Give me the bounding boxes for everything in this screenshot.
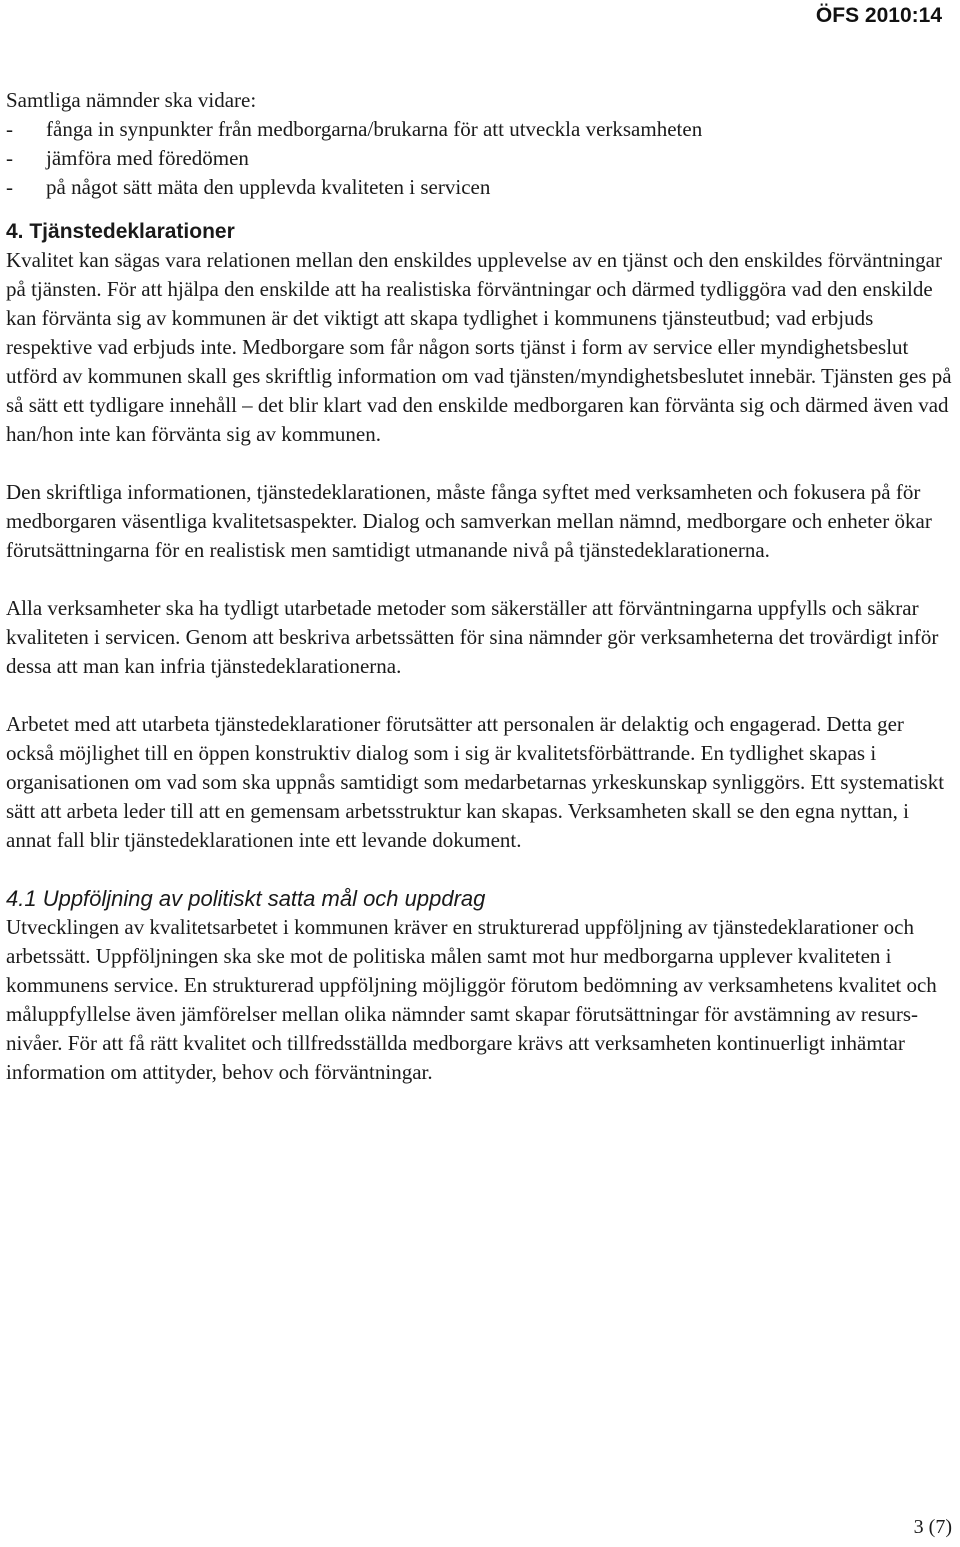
section-4-paragraph: Arbetet med att utarbeta tjänstedeklarationer förutsätter att personalen är delaktig och engagerad. Detta ger också möjlighet till en öppen konstruktiv dialog som i sig är kvalitetsförbättrande. En tydlighet skapas i organisationen om vad som ska uppnås samtidigt som medarbetarnas yrkeskunskap synliggörs. Ett systematiskt sätt att arbeta leder till att en gemensam arbetsstruktur kan skapas. Verksamheten skall se den egna nyttan, i annat fall blir tjänstedeklarationen inte ett levande dokument. [6, 712, 945, 852]
section-4-heading: 4. Tjänstedeklarationer [6, 220, 235, 243]
page-number: 3 (7) [913, 1516, 952, 1538]
list-item-text: fånga in synpunkter från medborgarna/brukarna för att utveckla verksamheten [46, 117, 703, 141]
section-4-1-heading: 4.1 Uppföljning av politiskt satta mål och uppdrag [6, 886, 486, 911]
document-body [6, 86, 956, 1087]
list-item [6, 144, 956, 173]
list-item [6, 115, 956, 144]
document-code: ÖFS 2010:14 [815, 4, 942, 27]
list-item-text: jämföra med föredömen [46, 146, 249, 170]
bullet-list [6, 115, 956, 202]
list-item-text: på något sätt mäta den upplevda kvaliteten i servicen [46, 175, 491, 199]
intro-text: Samtliga nämnder ska vidare: [6, 88, 257, 112]
section-4-paragraph: Den skriftliga informationen, tjänstedeklarationen, måste fånga syftet med verksamheten och fokusera på för medborgaren väsentliga kvalitetsaspekter. Dialog och samverkan mellan nämnd, medborgare och enheter ökar förutsättningarna för en realistisk men samtidigt utmanande nivå på tjänstedeklarationerna. [6, 480, 932, 562]
section-4-paragraph: Alla verksamheter ska ha tydligt utarbetade metoder som säkerställer att förväntningarna uppfylls och säkrar kvaliteten i servicen. Genom att beskriva arbetssätten för sina nämnder gör verksamheterna det trovärdigt inför dessa att man kan infria tjänstedeklarationerna. [6, 596, 939, 678]
section-4-1-paragraph: Utvecklingen av kvalitetsarbetet i kommunen kräver en strukturerad uppföljning av tjänstedeklarationer och arbetssätt. Uppföljningen ska ske mot de politiska målen samt mot hur medborgarna upplever kvaliteten i kommunens service. En strukturerad uppföljning möjliggör förutom bedömning av verksamhetens kvalitet och måluppfyllelse även jämförelser mellan olika nämnder samt skapar förutsättningar för avstämning av resursnivåer. För att få rätt kvalitet och tillfredsställda medborgare krävs att verksamheten kontinuerligt inhämtar information om attityder, behov och förväntningar. [6, 915, 937, 1084]
section-4-paragraph: Kvalitet kan sägas vara relationen mellan den enskildes upplevelse av en tjänst och den enskildes förväntningar på tjänsten. För att hjälpa den enskilde att ha realistiska förväntningar och därmed tydliggöra vad den enskilde kan förvänta sig av kommunen är det viktigt att skapa tydlighet i kommunens tjänsteutbud; vad erbjuds respektive vad erbjuds inte. Medborgare som får någon sorts tjänst i form av service eller myndighetsbeslut utförd av kommunen skall ges skriftlig information om vad tjänsten/myndighetsbeslutet innebär. Tjänsten ges på så sätt ett tydligare innehåll – det blir klart vad den enskilde medborgaren kan förvänta sig och därmed även vad han/hon inte kan förvänta sig av kommunen. [6, 248, 952, 446]
list-dash: - [6, 175, 13, 199]
list-dash: - [6, 146, 13, 170]
list-item [6, 173, 956, 202]
list-dash: - [6, 117, 13, 141]
